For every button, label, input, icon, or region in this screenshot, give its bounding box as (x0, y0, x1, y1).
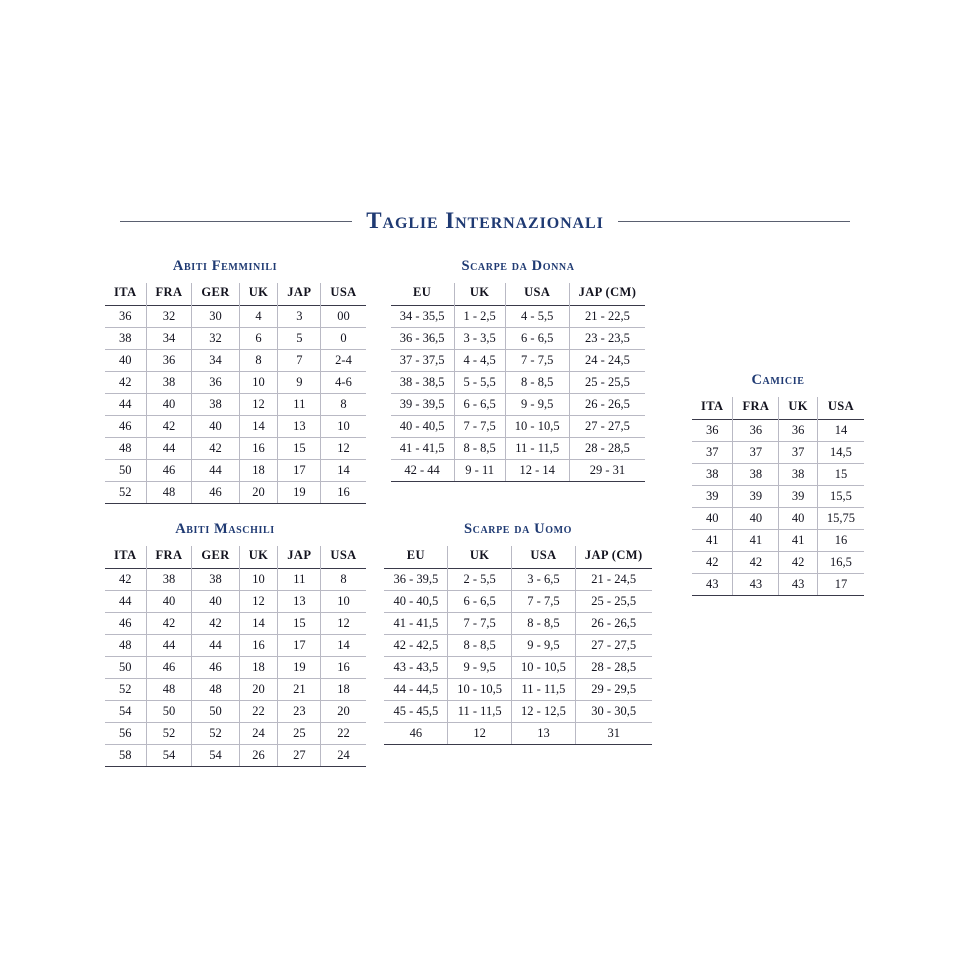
cell: 15 (278, 438, 321, 460)
cell: 43 - 43,5 (384, 657, 447, 679)
cell: 23 (278, 701, 321, 723)
cell: 38 (192, 394, 239, 416)
cell: 36 (192, 372, 239, 394)
cell: 16 (239, 438, 278, 460)
column-header: USA (321, 546, 366, 569)
table-scarpe-da-donna (391, 283, 646, 482)
cell: 19 (278, 482, 321, 504)
cell: 25 - 25,5 (569, 372, 645, 394)
table-row (105, 438, 366, 460)
cell: 16 (321, 657, 366, 679)
cell: 30 (192, 306, 239, 328)
table-row (384, 635, 651, 657)
cell: 48 (105, 438, 146, 460)
table-row (692, 486, 864, 508)
column-header: UK (448, 546, 512, 569)
table-row (692, 552, 864, 574)
cell: 10 (321, 591, 366, 613)
cell: 5 (278, 328, 321, 350)
cell: 21 - 24,5 (575, 569, 651, 591)
cell: 50 (192, 701, 239, 723)
cell: 34 - 35,5 (391, 306, 454, 328)
cell: 13 (512, 723, 576, 745)
cell: 29 - 29,5 (575, 679, 651, 701)
cell: 8 - 8,5 (512, 613, 576, 635)
column-header: JAP (278, 283, 321, 306)
cell: 36 (146, 350, 192, 372)
cell: 12 (239, 591, 278, 613)
column-header: UK (239, 546, 278, 569)
cell: 50 (146, 701, 192, 723)
cell: 15 (817, 464, 864, 486)
column-header: USA (817, 397, 864, 420)
cell: 40 - 40,5 (391, 416, 454, 438)
section-title-abiti-femminili: Abiti Femminili (172, 258, 278, 274)
cell: 41 - 41,5 (384, 613, 447, 635)
table-row (105, 657, 366, 679)
page-title: Taglie Internazionali (366, 208, 604, 233)
cell: 12 - 14 (505, 460, 569, 482)
table-abiti-femminili (105, 283, 366, 504)
cell: 4-6 (321, 372, 366, 394)
cell: 42 (105, 372, 146, 394)
cell: 22 (239, 701, 278, 723)
table-row (391, 438, 646, 460)
cell: 4 - 5,5 (505, 306, 569, 328)
column-header: FRA (146, 283, 192, 306)
cell: 54 (146, 745, 192, 767)
table-row (384, 613, 651, 635)
cell: 41 (733, 530, 779, 552)
cell: 29 - 31 (569, 460, 645, 482)
table-scarpe-da-uomo (384, 546, 651, 745)
cell: 40 (146, 591, 192, 613)
cell: 46 (105, 613, 146, 635)
cell: 14,5 (817, 442, 864, 464)
cell: 34 (146, 328, 192, 350)
cell: 36 (733, 420, 779, 442)
cell: 15 (278, 613, 321, 635)
cell: 27 (278, 745, 321, 767)
table-row (105, 635, 366, 657)
cell: 17 (817, 574, 864, 596)
cell: 15,5 (817, 486, 864, 508)
cell: 40 - 40,5 (384, 591, 447, 613)
table-abiti-maschili (105, 546, 366, 767)
cell: 54 (192, 745, 239, 767)
table-row (105, 416, 366, 438)
cell: 7 - 7,5 (454, 416, 505, 438)
cell: 11 - 11,5 (448, 701, 512, 723)
cell: 41 (692, 530, 733, 552)
cell: 14 (321, 635, 366, 657)
cell: 40 (105, 350, 146, 372)
cell: 21 (278, 679, 321, 701)
cell: 17 (278, 460, 321, 482)
cell: 46 (192, 482, 239, 504)
cell: 40 (146, 394, 192, 416)
cell: 11 (278, 569, 321, 591)
section-title-scarpe-da-donna: Scarpe da Donna (461, 258, 575, 274)
cell: 00 (321, 306, 366, 328)
cell: 56 (105, 723, 146, 745)
table-row (105, 306, 366, 328)
table-row (391, 372, 646, 394)
cell: 18 (239, 657, 278, 679)
cell: 12 (239, 394, 278, 416)
cell: 58 (105, 745, 146, 767)
cell: 26 - 26,5 (569, 394, 645, 416)
cell: 38 (733, 464, 779, 486)
table-row (105, 328, 366, 350)
cell: 6 - 6,5 (448, 591, 512, 613)
column-header: FRA (733, 397, 779, 420)
cell: 46 (146, 657, 192, 679)
cell: 25 - 25,5 (575, 591, 651, 613)
cell: 38 (105, 328, 146, 350)
cell: 46 (105, 416, 146, 438)
cell: 20 (239, 482, 278, 504)
cell: 4 - 4,5 (454, 350, 505, 372)
cell: 44 (192, 635, 239, 657)
cell: 48 (105, 635, 146, 657)
cell: 42 (733, 552, 779, 574)
section-camicie (688, 372, 868, 596)
cell: 34 (192, 350, 239, 372)
cell: 42 (692, 552, 733, 574)
cell: 38 - 38,5 (391, 372, 454, 394)
cell: 39 - 39,5 (391, 394, 454, 416)
cell: 38 (146, 372, 192, 394)
cell: 36 - 39,5 (384, 569, 447, 591)
cell: 43 (733, 574, 779, 596)
cell: 12 (321, 613, 366, 635)
table-header-row (692, 397, 864, 420)
cell: 12 (321, 438, 366, 460)
cell: 20 (321, 701, 366, 723)
cell: 3 - 6,5 (512, 569, 576, 591)
cell: 24 - 24,5 (569, 350, 645, 372)
cell: 42 (779, 552, 818, 574)
cell: 36 (692, 420, 733, 442)
cell: 9 - 9,5 (512, 635, 576, 657)
table-row (391, 350, 646, 372)
cell: 18 (321, 679, 366, 701)
column-header: JAP (CM) (575, 546, 651, 569)
cell: 2-4 (321, 350, 366, 372)
cell: 32 (146, 306, 192, 328)
table-row (391, 460, 646, 482)
column-header: USA (512, 546, 576, 569)
cell: 6 - 6,5 (505, 328, 569, 350)
cell: 7 - 7,5 (512, 591, 576, 613)
cell: 50 (105, 460, 146, 482)
cell: 22 (321, 723, 366, 745)
cell: 21 - 22,5 (569, 306, 645, 328)
cell: 9 - 9,5 (448, 657, 512, 679)
cell: 13 (278, 591, 321, 613)
column-header: ITA (114, 548, 137, 562)
cell: 38 (192, 569, 239, 591)
cell: 17 (278, 635, 321, 657)
table-row (391, 306, 646, 328)
cell: 39 (692, 486, 733, 508)
cell: 44 (146, 635, 192, 657)
cell: 19 (278, 657, 321, 679)
cell: 43 (692, 574, 733, 596)
cell: 40 (192, 591, 239, 613)
cell: 10 (239, 372, 278, 394)
section-scarpe-da-uomo (378, 521, 658, 745)
table-row (105, 679, 366, 701)
cell: 9 - 9,5 (505, 394, 569, 416)
column-header: JAP (CM) (569, 283, 645, 306)
cell: 52 (105, 679, 146, 701)
cell: 16 (321, 482, 366, 504)
cell: 32 (192, 328, 239, 350)
cell: 1 - 2,5 (454, 306, 505, 328)
table-row (384, 679, 651, 701)
cell: 26 (239, 745, 278, 767)
cell: 50 (105, 657, 146, 679)
column-header: JAP (278, 546, 321, 569)
table-row (384, 657, 651, 679)
table-row (391, 328, 646, 350)
cell: 45 - 45,5 (384, 701, 447, 723)
cell: 2 - 5,5 (448, 569, 512, 591)
cell: 31 (575, 723, 651, 745)
table-row (105, 569, 366, 591)
cell: 40 (192, 416, 239, 438)
table-row (692, 442, 864, 464)
cell: 48 (192, 679, 239, 701)
cell: 8 (321, 569, 366, 591)
table-row (692, 574, 864, 596)
cell: 13 (278, 416, 321, 438)
cell: 10 (239, 569, 278, 591)
cell: 7 - 7,5 (448, 613, 512, 635)
table-row (105, 350, 366, 372)
cell: 3 (278, 306, 321, 328)
cell: 44 (105, 394, 146, 416)
cell: 39 (733, 486, 779, 508)
section-title-abiti-maschili: Abiti Maschili (175, 521, 275, 537)
cell: 16 (817, 530, 864, 552)
column-header: EU (413, 285, 432, 299)
cell: 8 - 8,5 (454, 438, 505, 460)
section-abiti-maschili (105, 521, 357, 767)
table-camicie (692, 397, 864, 596)
cell: 16 (239, 635, 278, 657)
table-row (391, 394, 646, 416)
cell: 41 - 41,5 (391, 438, 454, 460)
table-row (391, 416, 646, 438)
cell: 37 (692, 442, 733, 464)
cell: 16,5 (817, 552, 864, 574)
title-rule-right (618, 221, 850, 222)
cell: 30 - 30,5 (575, 701, 651, 723)
cell: 3 - 3,5 (454, 328, 505, 350)
cell: 44 (146, 438, 192, 460)
cell: 9 (278, 372, 321, 394)
cell: 36 (105, 306, 146, 328)
column-header: UK (239, 283, 278, 306)
table-row (384, 701, 651, 723)
cell: 27 - 27,5 (575, 635, 651, 657)
cell: 28 - 28,5 (575, 657, 651, 679)
cell: 48 (146, 679, 192, 701)
section-title-camicie: Camicie (751, 372, 805, 388)
cell: 14 (239, 613, 278, 635)
table-header-row (105, 546, 366, 569)
cell: 42 (192, 438, 239, 460)
column-header: FRA (146, 546, 192, 569)
cell: 42 (146, 416, 192, 438)
cell: 12 - 12,5 (512, 701, 576, 723)
cell: 52 (192, 723, 239, 745)
cell: 42 (192, 613, 239, 635)
cell: 10 - 10,5 (505, 416, 569, 438)
table-row (692, 464, 864, 486)
cell: 42 (146, 613, 192, 635)
cell: 37 - 37,5 (391, 350, 454, 372)
column-header: ITA (114, 285, 137, 299)
cell: 15,75 (817, 508, 864, 530)
cell: 11 - 11,5 (512, 679, 576, 701)
cell: 10 - 10,5 (512, 657, 576, 679)
cell: 25 (278, 723, 321, 745)
cell: 0 (321, 328, 366, 350)
cell: 6 (239, 328, 278, 350)
cell: 46 (192, 657, 239, 679)
cell: 43 (779, 574, 818, 596)
cell: 46 (384, 723, 447, 745)
cell: 8 (321, 394, 366, 416)
cell: 18 (239, 460, 278, 482)
column-header: ITA (700, 399, 724, 413)
column-header: USA (321, 283, 366, 306)
title-rule-left (120, 221, 352, 222)
cell: 28 - 28,5 (569, 438, 645, 460)
column-header: EU (406, 548, 425, 562)
cell: 27 - 27,5 (569, 416, 645, 438)
table-row (105, 745, 366, 767)
cell: 40 (779, 508, 818, 530)
table-header-row (384, 546, 651, 569)
table-row (692, 420, 864, 442)
page-title-row (120, 208, 850, 234)
cell: 39 (779, 486, 818, 508)
section-abiti-femminili (105, 258, 357, 504)
cell: 10 (321, 416, 366, 438)
cell: 8 - 8,5 (505, 372, 569, 394)
cell: 14 (817, 420, 864, 442)
column-header: UK (779, 397, 818, 420)
table-header-row (105, 283, 366, 306)
table-row (384, 569, 651, 591)
column-header: GER (192, 283, 239, 306)
cell: 44 (192, 460, 239, 482)
cell: 26 - 26,5 (575, 613, 651, 635)
table-header-row (391, 283, 646, 306)
cell: 42 (105, 569, 146, 591)
cell: 6 - 6,5 (454, 394, 505, 416)
cell: 11 (278, 394, 321, 416)
cell: 36 (779, 420, 818, 442)
cell: 52 (105, 482, 146, 504)
cell: 37 (779, 442, 818, 464)
cell: 12 (448, 723, 512, 745)
cell: 40 (692, 508, 733, 530)
table-row (384, 591, 651, 613)
cell: 4 (239, 306, 278, 328)
table-row (105, 591, 366, 613)
cell: 38 (146, 569, 192, 591)
cell: 46 (146, 460, 192, 482)
table-row (384, 723, 651, 745)
cell: 20 (239, 679, 278, 701)
cell: 7 - 7,5 (505, 350, 569, 372)
section-scarpe-da-donna (378, 258, 658, 482)
table-row (105, 723, 366, 745)
cell: 9 - 11 (454, 460, 505, 482)
cell: 44 - 44,5 (384, 679, 447, 701)
cell: 14 (239, 416, 278, 438)
cell: 11 - 11,5 (505, 438, 569, 460)
cell: 8 - 8,5 (448, 635, 512, 657)
cell: 41 (779, 530, 818, 552)
cell: 38 (779, 464, 818, 486)
cell: 5 - 5,5 (454, 372, 505, 394)
cell: 23 - 23,5 (569, 328, 645, 350)
cell: 54 (105, 701, 146, 723)
cell: 14 (321, 460, 366, 482)
cell: 42 - 44 (391, 460, 454, 482)
cell: 36 - 36,5 (391, 328, 454, 350)
table-row (105, 394, 366, 416)
table-row (692, 530, 864, 552)
cell: 38 (692, 464, 733, 486)
table-row (692, 508, 864, 530)
cell: 37 (733, 442, 779, 464)
cell: 24 (321, 745, 366, 767)
table-row (105, 482, 366, 504)
cell: 44 (105, 591, 146, 613)
cell: 42 - 42,5 (384, 635, 447, 657)
cell: 52 (146, 723, 192, 745)
cell: 8 (239, 350, 278, 372)
table-row (105, 701, 366, 723)
section-title-scarpe-da-uomo: Scarpe da Uomo (463, 521, 573, 537)
table-row (105, 372, 366, 394)
cell: 7 (278, 350, 321, 372)
cell: 48 (146, 482, 192, 504)
cell: 10 - 10,5 (448, 679, 512, 701)
table-row (105, 613, 366, 635)
cell: 40 (733, 508, 779, 530)
table-row (105, 460, 366, 482)
column-header: USA (505, 283, 569, 306)
column-header: UK (454, 283, 505, 306)
column-header: GER (192, 546, 239, 569)
cell: 24 (239, 723, 278, 745)
